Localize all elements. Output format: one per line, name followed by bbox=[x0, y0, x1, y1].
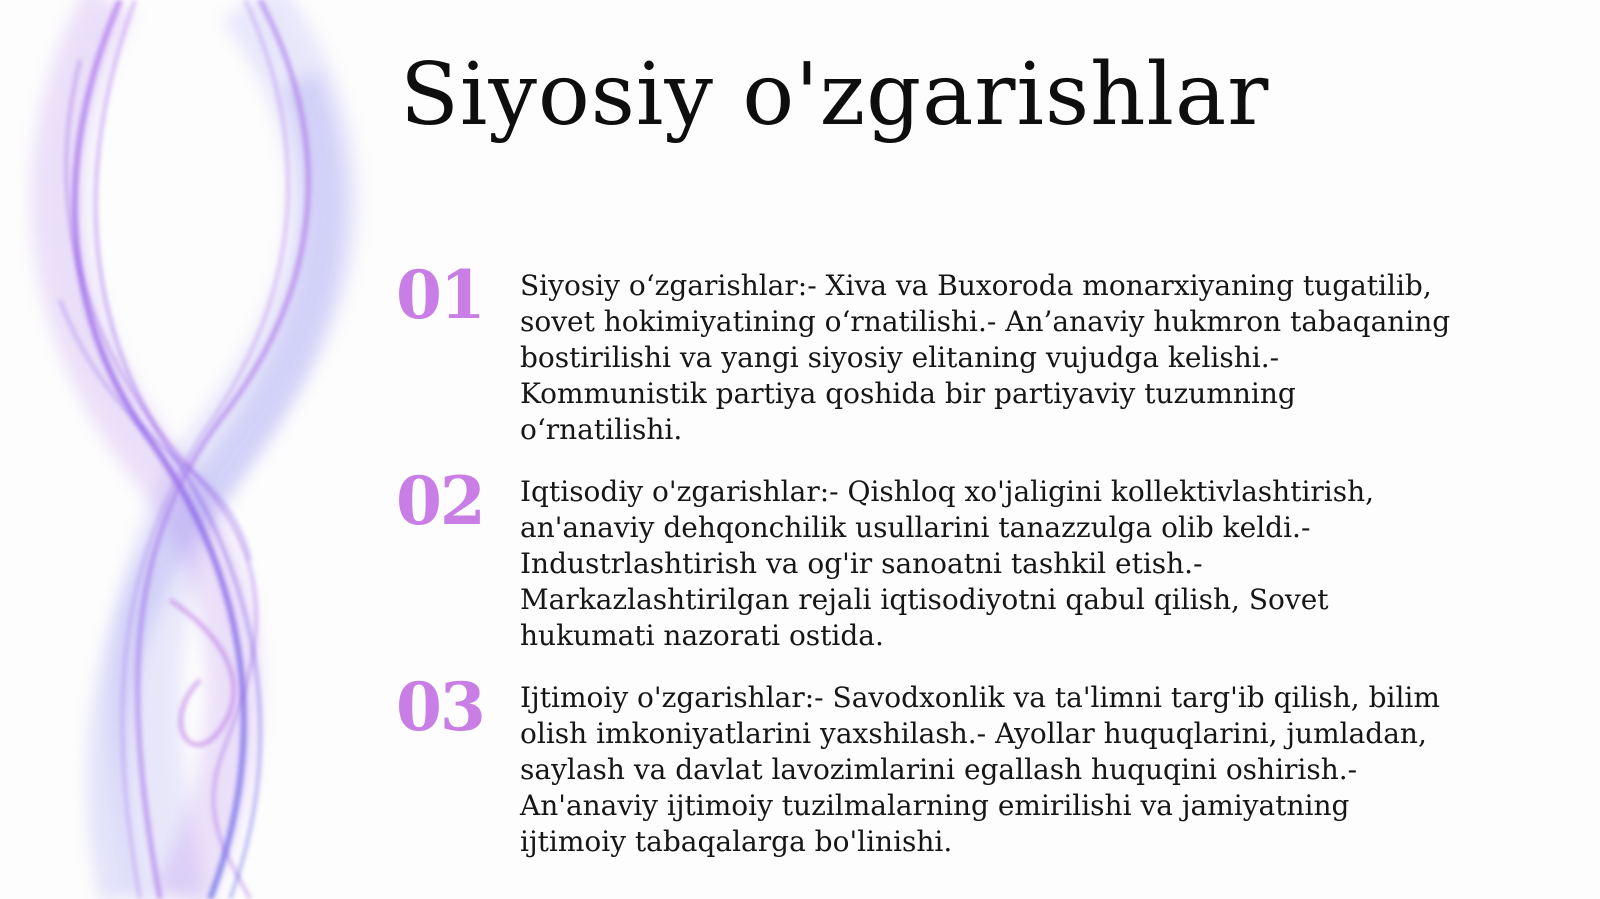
purple-smoke-decoration bbox=[0, 0, 420, 899]
item-text: Iqtisodiy o'zgarishlar:- Qishloq xo'jaligini kollektivlashtirish, an'anaviy dehqonchilik usullarini tanazzulga olib keldi.- Industrlashtirish va og'ir sanoatni tashkil etish.- Markazlashtirilgan rejali iqtisodiyotni qabul qilish, Sovet hukumati nazorati ostida. bbox=[520, 475, 1375, 652]
item-text: Ijtimoiy o'zgarishlar:- Savodxonlik va ta'limni targ'ib qilish, bilim olish imkoniyatlarini yaxshilash.- Ayollar huquqlarini, jumladan, saylash va davlat lavozimlarini egallash huquqini oshirish.- An'anaviy ijtimoiy tuzilmalarning emirilishi va jamiyatning ijtimoiy tabaqalarga bo'linishi. bbox=[520, 681, 1440, 858]
slide-title: Siyosiy o'zgarishlar bbox=[400, 45, 1270, 145]
item-number: 02 bbox=[396, 462, 484, 540]
item-number: 03 bbox=[396, 668, 484, 746]
item-text: Siyosiy o‘zgarishlar:- Xiva va Buxoroda monarxiyaning tugatilib, sovet hokimiyatining o‘rnatilishi.- An’anaviy hukmron tabaqaning bostirilishi va yangi siyosiy elitaning vujudga kelishi.- Kommunistik partiya qoshida bir partiyaviy tuzumning o‘rnatilishi. bbox=[520, 269, 1451, 446]
item-number: 01 bbox=[396, 256, 484, 334]
